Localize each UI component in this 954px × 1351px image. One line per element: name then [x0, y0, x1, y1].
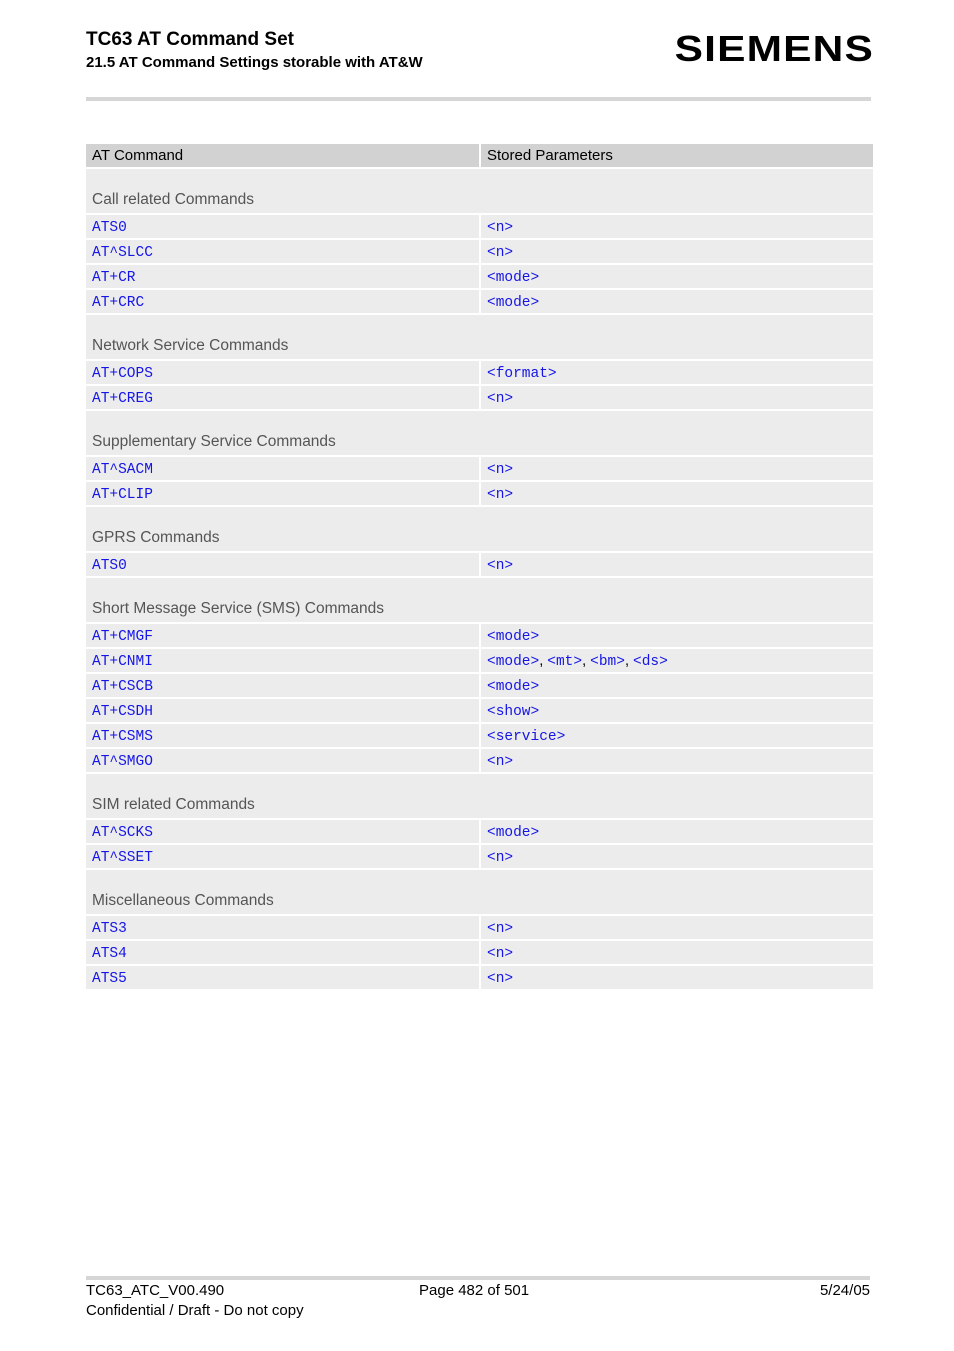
table-row [86, 215, 873, 240]
command-link[interactable]: AT+CR [92, 269, 136, 286]
footer-confidentiality: Confidential / Draft - Do not copy [86, 1302, 304, 1319]
parameter-link[interactable]: <mode> [487, 628, 540, 645]
command-cell [86, 845, 481, 870]
parameters-cell [481, 240, 873, 265]
table-row [86, 361, 873, 386]
command-link[interactable]: ATS4 [92, 945, 127, 962]
parameter-link[interactable]: <format> [487, 365, 557, 382]
header-divider [86, 97, 871, 101]
command-link[interactable]: AT+CSMS [92, 728, 153, 745]
siemens-logo: SIEMENS [674, 28, 874, 69]
parameter-link[interactable]: <mode> [487, 824, 540, 841]
section-row [86, 578, 873, 624]
footer-page-number: Page 482 of 501 [419, 1282, 530, 1299]
parameters-cell [481, 265, 873, 290]
parameter-link[interactable]: <bm> [590, 653, 625, 670]
footer-date: 5/24/05 [819, 1282, 870, 1299]
command-cell [86, 240, 481, 265]
command-cell [86, 361, 481, 386]
table-row [86, 699, 873, 724]
table-row [86, 553, 873, 578]
table-header-row [86, 144, 873, 169]
parameters-cell [481, 624, 873, 649]
parameters-cell [481, 941, 873, 966]
parameter-link[interactable]: <service> [487, 728, 566, 745]
table-row [86, 724, 873, 749]
parameters-cell [481, 966, 873, 991]
parameter-link[interactable]: <ds> [633, 653, 668, 670]
parameters-cell [481, 386, 873, 411]
parameters-cell [481, 820, 873, 845]
command-link[interactable]: AT+CSCB [92, 678, 153, 695]
parameter-link[interactable]: <show> [487, 703, 540, 720]
table-row [86, 649, 873, 674]
table-row [86, 749, 873, 774]
command-cell [86, 290, 481, 315]
section-row [86, 169, 873, 215]
parameters-cell [481, 724, 873, 749]
parameters-cell [481, 361, 873, 386]
table-row [86, 265, 873, 290]
parameter-link[interactable]: <n> [487, 557, 514, 574]
table-row [86, 916, 873, 941]
command-cell [86, 649, 481, 674]
section-title: Call related Commands [86, 169, 873, 215]
command-cell [86, 699, 481, 724]
parameter-link[interactable]: <n> [487, 244, 514, 261]
table-row [86, 482, 873, 507]
command-cell [86, 457, 481, 482]
footer-doc-id: TC63_ATC_V00.490 [86, 1282, 225, 1299]
parameter-link[interactable]: <n> [487, 461, 514, 478]
parameters-cell [481, 215, 873, 240]
command-link[interactable]: AT+CSDH [92, 703, 153, 720]
section-subtitle: 21.5 AT Command Settings storable with AT&W [86, 54, 423, 71]
table-row [86, 240, 873, 265]
column-header-parameters: Stored Parameters [481, 144, 873, 169]
section-title: Supplementary Service Commands [86, 411, 873, 457]
command-link[interactable]: AT^SCKS [92, 824, 153, 841]
param-separator: , [624, 652, 634, 669]
command-link[interactable]: AT^SACM [92, 461, 153, 478]
parameters-cell [481, 916, 873, 941]
command-link[interactable]: ATS3 [92, 920, 127, 937]
table-row [86, 820, 873, 845]
section-row [86, 870, 873, 916]
section-row [86, 411, 873, 457]
section-title: Network Service Commands [86, 315, 873, 361]
command-link[interactable]: AT+COPS [92, 365, 153, 382]
param-separator: , [582, 652, 591, 669]
parameter-link[interactable]: <n> [487, 945, 514, 962]
section-title: GPRS Commands [86, 507, 873, 553]
command-cell [86, 724, 481, 749]
command-cell [86, 966, 481, 991]
command-cell [86, 482, 481, 507]
table-row [86, 845, 873, 870]
command-cell [86, 386, 481, 411]
parameters-cell [481, 699, 873, 724]
command-link[interactable]: AT+CRC [92, 294, 145, 311]
command-link[interactable]: AT^SSET [92, 849, 153, 866]
section-title: SIM related Commands [86, 774, 873, 820]
command-cell [86, 553, 481, 578]
table-row [86, 386, 873, 411]
command-cell [86, 624, 481, 649]
command-link[interactable]: AT^SMGO [92, 753, 153, 770]
command-cell [86, 265, 481, 290]
parameters-cell [481, 553, 873, 578]
parameter-link[interactable]: <n> [487, 753, 514, 770]
section-title: Short Message Service (SMS) Commands [86, 578, 873, 624]
parameter-link[interactable]: <n> [487, 849, 514, 866]
section-title: Miscellaneous Commands [86, 870, 873, 916]
table-row [86, 941, 873, 966]
parameters-cell [481, 457, 873, 482]
parameter-link[interactable]: <mode> [487, 269, 540, 286]
command-cell [86, 916, 481, 941]
command-cell [86, 820, 481, 845]
section-row [86, 315, 873, 361]
parameters-cell [481, 749, 873, 774]
parameters-cell [481, 290, 873, 315]
command-link[interactable]: ATS5 [92, 970, 127, 987]
parameters-cell [481, 482, 873, 507]
parameter-link[interactable]: <mode> [487, 653, 540, 670]
table-row [86, 674, 873, 699]
column-header-command: AT Command [86, 144, 481, 169]
section-row [86, 774, 873, 820]
command-link[interactable]: ATS0 [92, 557, 127, 574]
command-link[interactable]: AT+CREG [92, 390, 153, 407]
command-cell [86, 749, 481, 774]
command-cell [86, 941, 481, 966]
command-link[interactable]: AT+CLIP [92, 486, 153, 503]
footer-divider [86, 1276, 870, 1280]
command-link[interactable]: ATS0 [92, 219, 127, 236]
document-title: TC63 AT Command Set [86, 29, 294, 50]
command-cell [86, 215, 481, 240]
table-row [86, 290, 873, 315]
command-link[interactable]: AT+CNMI [92, 653, 153, 670]
command-settings-table [86, 144, 873, 991]
parameters-cell [481, 845, 873, 870]
parameter-link[interactable]: <mt> [547, 653, 583, 670]
parameters-cell [481, 674, 873, 699]
parameter-link[interactable]: <n> [487, 486, 514, 503]
parameters-cell [481, 649, 873, 674]
command-link[interactable]: AT+CMGF [92, 628, 153, 645]
parameter-link[interactable]: <n> [487, 970, 514, 987]
table-row [86, 624, 873, 649]
param-separator: , [539, 652, 548, 669]
parameter-link[interactable]: <n> [487, 390, 514, 407]
command-link[interactable]: AT^SLCC [92, 244, 153, 261]
table-row [86, 966, 873, 991]
command-cell [86, 674, 481, 699]
parameter-link[interactable]: <n> [487, 219, 514, 236]
parameter-link[interactable]: <n> [487, 920, 514, 937]
section-row [86, 507, 873, 553]
table-row [86, 457, 873, 482]
parameter-link[interactable]: <mode> [487, 294, 540, 311]
parameter-link[interactable]: <mode> [487, 678, 540, 695]
